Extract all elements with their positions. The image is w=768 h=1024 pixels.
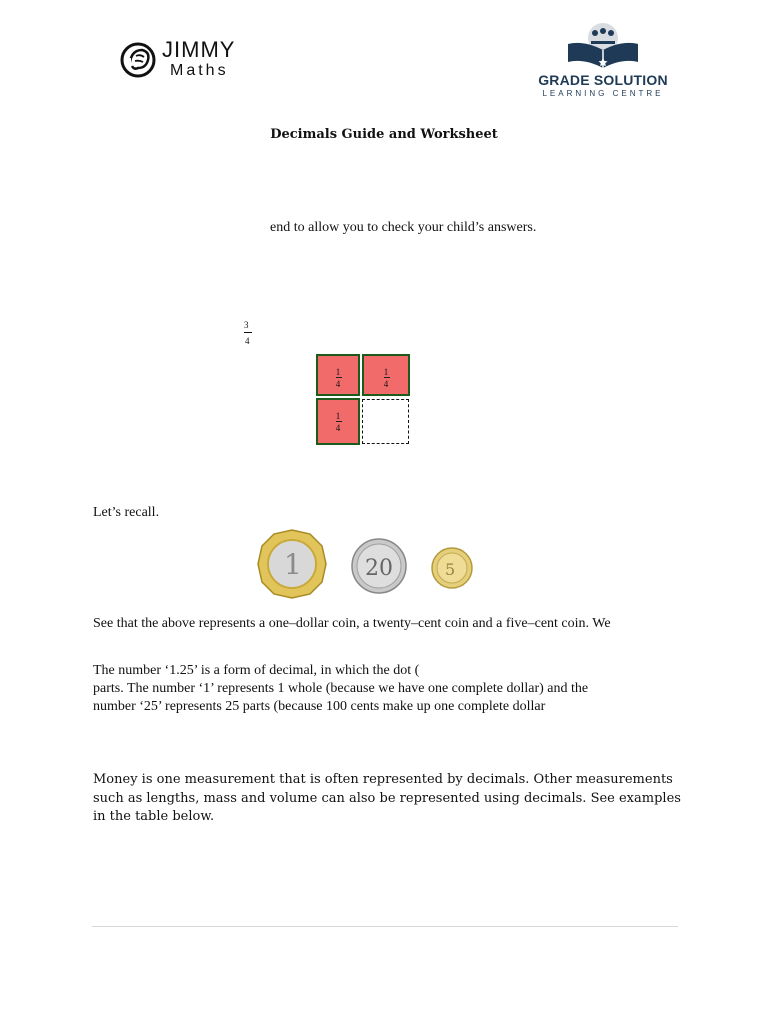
maths-wordmark: Maths — [170, 62, 229, 79]
coin-label: 20 — [365, 556, 393, 581]
jimmy-wordmark: JIMMY — [162, 37, 236, 62]
document-title: Decimals Guide and Worksheet — [270, 127, 498, 142]
grid-cell-shaded — [316, 354, 360, 396]
cell-fraction-bar — [336, 421, 342, 422]
decimal-explanation — [93, 662, 588, 716]
decimal-line: parts. The number ‘1’ represents 1 whole (because we have one complete dollar) and the — [93, 681, 589, 696]
grid-cell-shaded — [316, 398, 360, 445]
fraction-grid — [316, 354, 411, 445]
five-cent-coin — [432, 548, 472, 588]
twenty-cent-coin — [352, 539, 406, 593]
cell-denominator: 4 — [383, 379, 389, 389]
coins-illustration — [254, 528, 484, 600]
grid-cell-empty — [362, 399, 409, 444]
intro-text: end to allow you to check your child’s answers. — [270, 220, 537, 235]
grid-cell-shaded — [362, 354, 410, 396]
fraction-numerator: 3 — [244, 320, 249, 330]
cell-fraction-bar — [336, 377, 342, 378]
one-dollar-coin — [258, 530, 326, 598]
money-paragraph: Money is one measurement that is often represented by decimals. Other measurements such as lengths, mass and volume can also be represented using decimals. See examples in the table below. — [93, 772, 681, 824]
lion-head-icon — [118, 40, 158, 80]
fraction-denominator: 4 — [245, 336, 250, 346]
cell-fraction-bar — [384, 377, 390, 378]
cell-numerator: 1 — [335, 411, 341, 421]
learning-centre-subtitle: LEARNING CENTRE — [542, 89, 664, 98]
jimmy-maths-logo — [118, 38, 258, 82]
coin-label: 5 — [445, 560, 456, 579]
coin-label: 1 — [284, 548, 302, 581]
cell-denominator: 4 — [335, 379, 341, 389]
footer-divider — [92, 926, 678, 927]
cell-denominator: 4 — [335, 423, 341, 433]
cell-numerator: 1 — [383, 367, 389, 377]
fraction-bar — [244, 332, 252, 333]
coin-description: See that the above represents a one–dollar coin, a twenty–cent coin and a five–cent coin. We — [93, 616, 611, 631]
open-book-icon — [564, 22, 642, 70]
recall-text: Let’s recall. — [93, 505, 160, 520]
cell-numerator: 1 — [335, 367, 341, 377]
grade-solution-logo — [528, 22, 678, 100]
decimal-line: The number ‘1.25’ is a form of decimal, in which the dot ( — [93, 663, 420, 678]
decimal-line: number ‘25’ represents 25 parts (because 100 cents make up one complete dollar — [93, 699, 546, 714]
grade-solution-title: GRADE SOLUTION — [538, 72, 668, 88]
